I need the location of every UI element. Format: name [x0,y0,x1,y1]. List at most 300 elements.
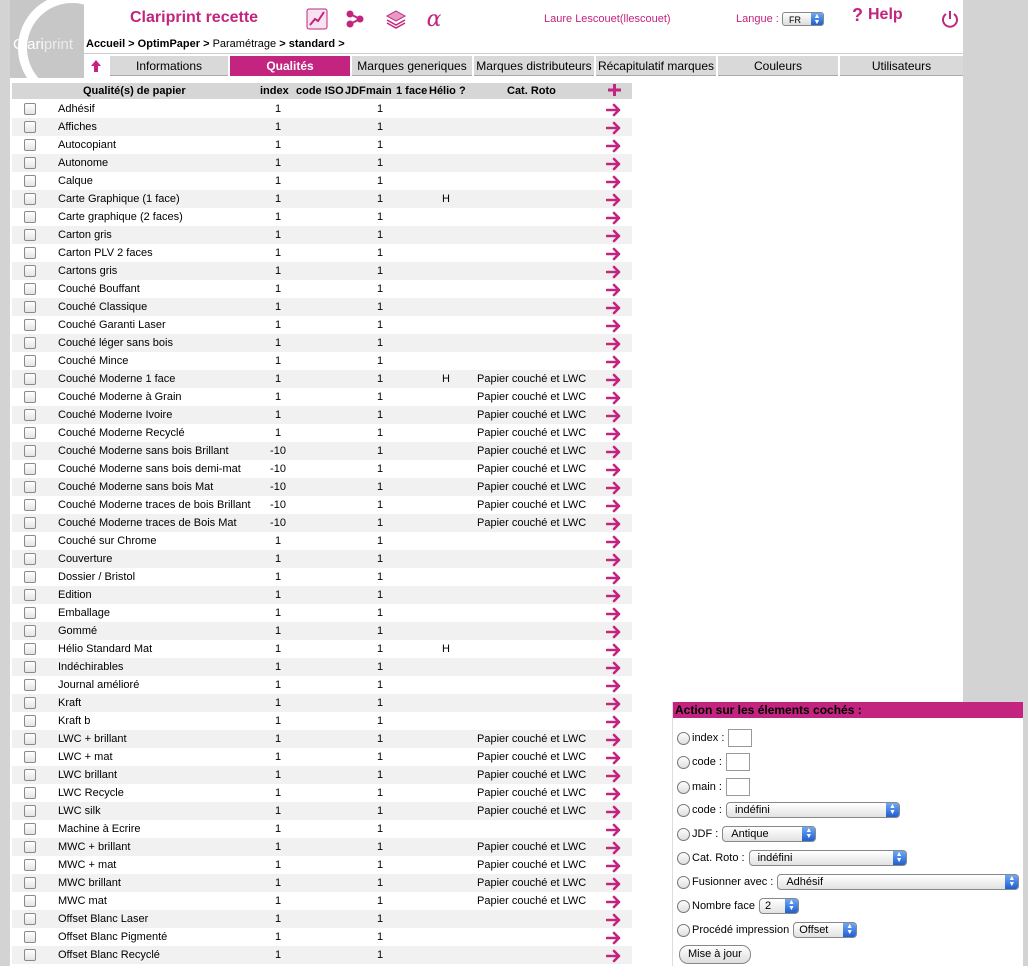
quality-roto: Papier couché et LWC [477,427,587,439]
quality-main: 1 [376,355,384,367]
merge-select[interactable]: Adhésif ▲ ▼ [777,874,1019,890]
table-row [12,226,632,244]
table-row [12,946,632,964]
quality-index: 1 [274,697,282,709]
table-row [12,316,632,334]
quality-index: 1 [274,139,282,151]
row-checkbox[interactable] [24,607,36,619]
table-row [12,154,632,172]
quality-main: 1 [376,949,384,961]
quality-index: 1 [274,913,282,925]
quality-index: 1 [274,175,282,187]
process-select[interactable]: Offset ▲ ▼ [793,922,857,938]
quality-index: 1 [274,337,282,349]
table-row [12,586,632,604]
quality-main: 1 [376,463,384,475]
quality-roto: Papier couché et LWC [477,859,587,871]
row-checkbox[interactable] [24,589,36,601]
table-row [12,460,632,478]
action-panel [672,702,1023,966]
table-row [12,838,632,856]
action-panel-title: Action sur les élements cochés : [673,702,1023,718]
quality-index: 1 [274,409,282,421]
quality-main: 1 [376,787,384,799]
help-button[interactable]: ? Help [852,6,903,24]
quality-roto: Papier couché et LWC [477,769,587,781]
quality-name: Autocopiant [58,139,117,151]
quality-name: Gommé [58,625,98,637]
quality-main: 1 [376,193,384,205]
quality-index: 1 [274,841,282,853]
radio-faces[interactable] [677,900,690,913]
clariprint-logo[interactable]: Clariprint [10,0,84,78]
quality-main: 1 [376,823,384,835]
row-checkbox[interactable] [24,787,36,799]
quality-name: Machine à Ecrire [58,823,141,835]
app-title: Clariprint recette [130,9,259,26]
row-checkbox[interactable] [24,679,36,691]
row-checkbox[interactable] [24,877,36,889]
row-checkbox[interactable] [24,751,36,763]
quality-index: -10 [270,463,286,475]
row-checkbox[interactable] [24,859,36,871]
row-checkbox[interactable] [24,121,36,133]
quality-index: -10 [270,481,286,493]
table-row [12,496,632,514]
quality-main: 1 [376,409,384,421]
row-checkbox[interactable] [24,949,36,961]
row-checkbox[interactable] [24,715,36,727]
table-row [12,208,632,226]
quality-main: 1 [376,283,384,295]
main-input[interactable] [726,778,750,796]
row-checkbox[interactable] [24,931,36,943]
row-checkbox[interactable] [24,571,36,583]
quality-index: 1 [274,733,282,745]
layers-icon[interactable] [385,8,407,30]
table-row [12,514,632,532]
row-checkbox[interactable] [24,499,36,511]
roto-select[interactable]: indéfini ▲ ▼ [749,850,907,866]
breadcrumb-standard[interactable]: > standard > [279,38,345,50]
row-checkbox[interactable] [24,265,36,277]
quality-index: 1 [274,859,282,871]
quality-name: MWC + brillant [58,841,131,853]
quality-name: Couché Moderne à Grain [58,391,182,403]
quality-index: 1 [274,895,282,907]
tab-marques-distributeurs[interactable]: Marques distributeurs [474,56,594,76]
quality-main: 1 [376,535,384,547]
quality-name: Kraft [58,697,82,709]
quality-roto: Papier couché et LWC [477,877,587,889]
faces-select[interactable]: 2 ▲ ▼ [759,898,799,914]
quality-main: 1 [376,427,384,439]
row-checkbox[interactable] [24,409,36,421]
quality-index: 1 [274,949,282,961]
divider [84,53,963,54]
row-checkbox[interactable] [24,373,36,385]
quality-index: 1 [274,805,282,817]
quality-index: 1 [274,247,282,259]
row-checkbox[interactable] [24,913,36,925]
quality-roto: Papier couché et LWC [477,895,587,907]
quality-index: 1 [274,661,282,673]
quality-main: 1 [376,589,384,601]
table-row [12,262,632,280]
quality-index: -10 [270,445,286,457]
quality-index: 1 [274,643,282,655]
table-row [12,172,632,190]
table-row [12,478,632,496]
row-checkbox[interactable] [24,643,36,655]
breadcrumb-path[interactable]: Accueil > OptimPaper > [86,38,210,50]
quality-helio: H [442,373,450,385]
up-arrow-icon[interactable] [84,56,108,76]
update-button[interactable]: Mise à jour [679,945,751,964]
radio-index[interactable] [677,732,690,745]
quality-index: 1 [274,355,282,367]
radio-jdf[interactable] [677,828,690,841]
quality-roto: Papier couché et LWC [477,751,587,763]
row-checkbox[interactable] [24,391,36,403]
quality-main: 1 [376,859,384,871]
table-row [12,568,632,586]
quality-name: Emballage [58,607,110,619]
table-row [12,100,632,118]
quality-main: 1 [376,661,384,673]
table-row [12,892,632,910]
index-input[interactable] [728,729,752,747]
table-row [12,244,632,262]
quality-index: 1 [274,103,282,115]
quality-main: 1 [376,499,384,511]
quality-name: Carte Graphique (1 face) [58,193,180,205]
quality-index: 1 [274,589,282,601]
action-roto: Cat. Roto : indéfini ▲ ▼ [677,848,907,868]
quality-index: 1 [274,427,282,439]
row-checkbox[interactable] [24,193,36,205]
tab-couleurs[interactable]: Couleurs [718,56,838,76]
tab-bar [84,56,963,76]
col-roto[interactable]: Cat. Roto [507,85,556,97]
quality-index: -10 [270,499,286,511]
quality-name: Autonome [58,157,109,169]
table-row [12,748,632,766]
quality-name: Couverture [58,553,113,565]
quality-name: Calque [58,175,93,187]
row-checkbox[interactable] [24,895,36,907]
quality-name: LWC silk [58,805,101,817]
table-row [12,730,632,748]
quality-roto: Papier couché et LWC [477,805,587,817]
quality-index: 1 [274,391,282,403]
quality-name: Couché Classique [58,301,148,313]
action-code-select: code : indéfini ▲ ▼ [677,800,900,820]
quality-main: 1 [376,931,384,943]
quality-roto: Papier couché et LWC [477,373,587,385]
row-checkbox[interactable] [24,139,36,151]
quality-roto: Papier couché et LWC [477,391,587,403]
action-process: Procédé impression Offset ▲ ▼ [677,920,857,940]
table-row [12,424,632,442]
quality-name: Edition [58,589,92,601]
quality-main: 1 [376,625,384,637]
table-row [12,298,632,316]
quality-name: Couché Bouffant [58,283,140,295]
row-checkbox[interactable] [24,517,36,529]
radio-code[interactable] [677,756,690,769]
arrow-right-icon[interactable] [606,949,622,966]
quality-roto: Papier couché et LWC [477,463,587,475]
row-checkbox[interactable] [24,247,36,259]
quality-name: MWC + mat [58,859,117,871]
quality-main: 1 [376,517,384,529]
quality-index: 1 [274,193,282,205]
row-checkbox[interactable] [24,157,36,169]
quality-main: 1 [376,157,384,169]
table-row [12,658,632,676]
action-index: index : [677,728,752,748]
quality-index: 1 [274,265,282,277]
row-checkbox[interactable] [24,769,36,781]
quality-main: 1 [376,175,384,187]
col-main[interactable]: main [366,85,392,97]
quality-index: 1 [274,553,282,565]
quality-name: Adhésif [58,103,95,115]
quality-name: LWC brillant [58,769,118,781]
quality-index: 1 [274,625,282,637]
row-checkbox[interactable] [24,355,36,367]
quality-index: 1 [274,211,282,223]
quality-main: 1 [376,301,384,313]
language-label: Langue : [736,13,779,25]
row-checkbox[interactable] [24,301,36,313]
code-select[interactable]: indéfini ▲ ▼ [726,802,900,818]
row-checkbox[interactable] [24,211,36,223]
quality-index: 1 [274,931,282,943]
row-checkbox[interactable] [24,175,36,187]
row-checkbox[interactable] [24,841,36,853]
quality-name: Couché Garanti Laser [58,319,166,331]
row-checkbox[interactable] [24,733,36,745]
quality-roto: Papier couché et LWC [477,841,587,853]
col-jdf[interactable]: JDF [345,85,366,97]
quality-index: 1 [274,301,282,313]
quality-name: Couché Moderne traces de bois Brillant [58,499,251,511]
radio-merge[interactable] [677,876,690,889]
chart-icon[interactable] [306,8,328,30]
tab-informations[interactable]: Informations [110,56,228,76]
table-row [12,190,632,208]
table-row [12,352,632,370]
table-row [12,712,632,730]
row-checkbox[interactable] [24,697,36,709]
quality-index: 1 [274,607,282,619]
network-icon[interactable] [344,8,366,30]
table-row [12,640,632,658]
quality-name: MWC mat [58,895,107,907]
quality-index: 1 [274,769,282,781]
table-row [12,622,632,640]
row-checkbox[interactable] [24,103,36,115]
row-checkbox[interactable] [24,283,36,295]
row-checkbox[interactable] [24,427,36,439]
quality-main: 1 [376,913,384,925]
row-checkbox[interactable] [24,823,36,835]
quality-roto: Papier couché et LWC [477,499,587,511]
row-checkbox[interactable] [24,625,36,637]
quality-name: Offset Blanc Recyclé [58,949,160,961]
quality-main: 1 [376,373,384,385]
table-row [12,532,632,550]
quality-helio: H [442,193,450,205]
table-row [12,370,632,388]
quality-name: Kraft b [58,715,91,727]
quality-name: Offset Blanc Laser [58,913,149,925]
quality-index: 1 [274,121,282,133]
row-checkbox[interactable] [24,463,36,475]
power-icon[interactable] [940,9,960,32]
table-row [12,406,632,424]
col-face[interactable]: 1 face [396,85,428,97]
breadcrumb [86,38,345,50]
add-icon[interactable] [608,83,621,100]
tab-utilisateurs[interactable]: Utilisateurs [840,56,963,76]
table-row [12,118,632,136]
row-checkbox[interactable] [24,805,36,817]
row-checkbox[interactable] [24,553,36,565]
row-checkbox[interactable] [24,481,36,493]
quality-name: Couché Moderne sans bois Brillant [58,445,229,457]
col-name[interactable]: Qualité(s) de papier [83,85,186,97]
quality-main: 1 [376,247,384,259]
quality-main: 1 [376,733,384,745]
table-row [12,874,632,892]
quality-main: 1 [376,679,384,691]
col-index[interactable]: index [260,85,289,97]
row-checkbox[interactable] [24,535,36,547]
action-main: main : [677,777,750,797]
quality-index: 1 [274,787,282,799]
quality-roto: Papier couché et LWC [477,733,587,745]
quality-name: Couché Moderne sans bois Mat [58,481,214,493]
quality-main: 1 [376,571,384,583]
row-checkbox[interactable] [24,319,36,331]
action-jdf: JDF : Antique ▲ ▼ [677,824,816,844]
quality-name: Offset Blanc Pigmenté [58,931,168,943]
radio-roto[interactable] [677,852,690,865]
quality-main: 1 [376,805,384,817]
radio-code-select[interactable] [677,804,690,817]
quality-main: 1 [376,391,384,403]
svg-text:?: ? [852,6,863,24]
quality-index: 1 [274,319,282,331]
tab-marques-generiques[interactable]: Marques generiques [352,56,472,76]
table-row [12,280,632,298]
quality-name: Couché Moderne 1 face [58,373,176,385]
quality-main: 1 [376,841,384,853]
table-header [12,83,632,99]
row-checkbox[interactable] [24,445,36,457]
quality-name: Couché Mince [58,355,129,367]
quality-index: 1 [274,283,282,295]
breadcrumb-parametrage[interactable]: Paramétrage [212,38,277,50]
quality-main: 1 [376,553,384,565]
quality-index: 1 [274,373,282,385]
quality-name: Carton gris [58,229,112,241]
row-checkbox[interactable] [24,337,36,349]
quality-main: 1 [376,643,384,655]
table-row [12,136,632,154]
radio-process[interactable] [677,924,690,937]
radio-main[interactable] [677,781,690,794]
quality-index: -10 [270,517,286,529]
quality-main: 1 [376,715,384,727]
language-select[interactable]: FR ▲ ▼ [782,12,824,26]
table-row [12,802,632,820]
quality-roto: Papier couché et LWC [477,445,587,457]
tab-qualites[interactable]: Qualités [230,56,350,76]
jdf-select[interactable]: Antique ▲ ▼ [722,826,816,842]
quality-main: 1 [376,337,384,349]
quality-main: 1 [376,769,384,781]
table-row [12,550,632,568]
row-checkbox[interactable] [24,229,36,241]
quality-index: 1 [274,751,282,763]
quality-main: 1 [376,211,384,223]
quality-main: 1 [376,481,384,493]
quality-table [12,100,632,964]
quality-main: 1 [376,607,384,619]
quality-name: Couché sur Chrome [58,535,157,547]
table-row [12,820,632,838]
quality-name: Couché Moderne Recyclé [58,427,185,439]
action-faces: Nombre face 2 ▲ ▼ [677,896,799,916]
quality-name: LWC + brillant [58,733,127,745]
user-name[interactable]: Laure Lescouet(llescouet) [544,13,671,25]
quality-name: Indéchirables [58,661,124,673]
table-row [12,676,632,694]
tab-recapitulatif-marques[interactable]: Récapitulatif marques [596,56,716,76]
quality-name: MWC brillant [58,877,121,889]
code-input[interactable] [726,753,750,771]
quality-name: Couché Moderne sans bois demi-mat [58,463,241,475]
table-row [12,388,632,406]
quality-roto: Papier couché et LWC [477,409,587,421]
alpha-icon[interactable]: α [426,6,442,32]
col-helio[interactable]: Hélio ? [429,85,466,97]
quality-name: Carton PLV 2 faces [58,247,153,259]
quality-index: 1 [274,715,282,727]
quality-name: Cartons gris [58,265,118,277]
table-row [12,694,632,712]
quality-roto: Papier couché et LWC [477,517,587,529]
table-row [12,766,632,784]
row-checkbox[interactable] [24,661,36,673]
quality-main: 1 [376,319,384,331]
quality-main: 1 [376,895,384,907]
quality-main: 1 [376,697,384,709]
col-code[interactable]: code ISO [296,85,344,97]
action-merge: Fusionner avec : Adhésif ▲ ▼ [677,872,1019,892]
quality-index: 1 [274,877,282,889]
quality-name: Couché Moderne traces de Bois Mat [58,517,237,529]
quality-main: 1 [376,229,384,241]
quality-index: 1 [274,157,282,169]
quality-name: Journal amélioré [58,679,140,691]
table-row [12,604,632,622]
quality-name: Carte graphique (2 faces) [58,211,183,223]
